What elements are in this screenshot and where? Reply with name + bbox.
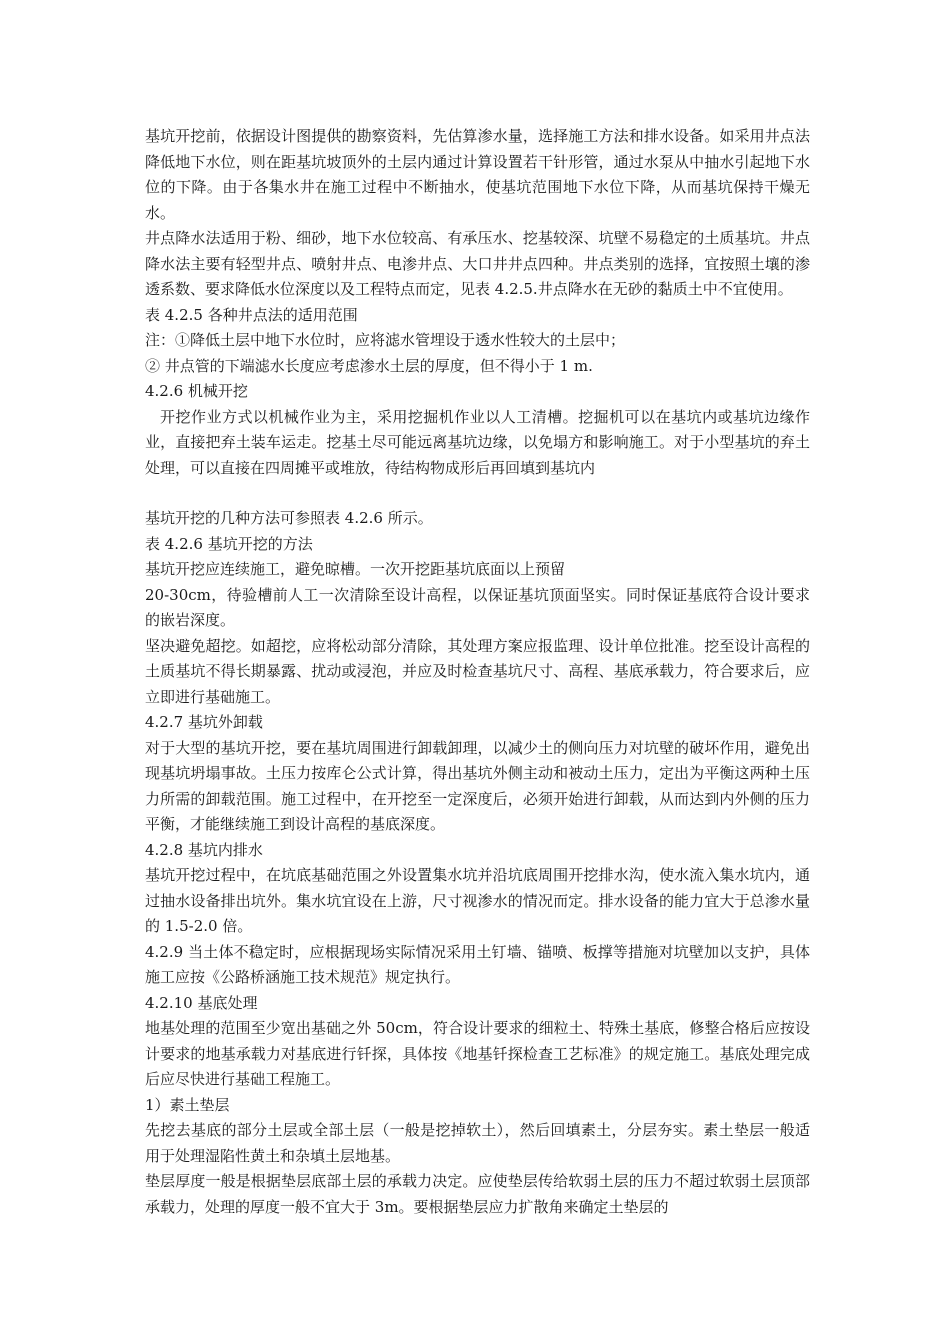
paragraph-excavation-methods-ref: 基坑开挖的几种方法可参照表 4.2.6 所示。	[145, 509, 433, 527]
paragraph-reserve-depth: 20-30cm，待验槽前人工一次清除至设计高程，以保证基坑顶面坚实。同时保证基底符合设计要求的嵌岩深度。	[145, 585, 810, 629]
document-body	[145, 124, 810, 1220]
paragraph-gap	[145, 481, 810, 506]
paragraph-plain-soil-method: 先挖去基底的部分土层或全部土层（一般是挖掉软土），然后回填素土，分层夯实。素土垫层一般适用于处理湿陷性黄土和杂填土层地基。	[145, 1121, 810, 1165]
note-line-2: ② 井点管的下端滤水长度应考虑渗水土层的厚度，但不得小于 1 m.	[145, 356, 593, 375]
section-heading-4-2-6: 4.2.6 机械开挖	[145, 382, 248, 400]
section-heading-4-2-10: 4.2.10 基底处理	[145, 993, 258, 1012]
paragraph-excavation-intro: 基坑开挖前，依据设计图提供的勘察资料，先估算渗水量，选择施工方法和排水设备。如采用井点法降低地下水位，则在距基坑坡顶外的土层内通过计算设置若干针形管，通过水泵从中抽水引起地下水位的下降。由于各集水井在施工过程中不断抽水，使基坑范围地下水位下降，从而基坑保持干燥无水。	[145, 127, 810, 222]
paragraph-mechanical-excavation: 开挖作业方式以机械作业为主，采用挖掘机作业以人工清槽。挖掘机可以在基坑内或基坑边缘作业，直接把弃土装车运走。挖基土尽可能远离基坑边缘，以免塌方和影响施工。对于小型基坑的弃土处理，可以直接在四周摊平或堆放，待结构物成形后再回填到基坑内	[145, 407, 810, 477]
note-line-1: 注：①降低土层中地下水位时，应将滤水管埋设于透水性较大的土层中；	[145, 331, 626, 349]
paragraph-avoid-overexcavation: 坚决避免超挖。如超挖，应将松动部分清除，其处理方案应报监理、设计单位批准。挖至设计高程的土质基坑不得长期暴露、扰动或浸泡，并应及时检查基坑尺寸、高程、基底承载力，符合要求后，应立即进行基础施工。	[145, 636, 810, 706]
table-caption-4-2-5: 表 4.2.5 各种井点法的适用范围	[145, 305, 358, 324]
paragraph-continuous-construction: 基坑开挖应连续施工，避免晾槽。一次开挖距基坑底面以上预留	[145, 560, 566, 578]
paragraph-cushion-thickness: 垫层厚度一般是根据垫层底部土层的承载力决定。应使垫层传给软弱土层的压力不超过软弱土层顶部承载力，处理的厚度一般不宜大于 3m。要根据垫层应力扩散角来确定土垫层的	[145, 1172, 810, 1216]
paragraph-foundation-treatment: 地基处理的范围至少宽出基础之外 50cm，符合设计要求的细粒土、特殊土基底，修整合格后应按设计要求的地基承载力对基底进行钎探，具体按《地基钎探检查工艺标准》的规定施工。基底处理完成后应尽快进行基础工程施工。	[145, 1019, 810, 1088]
paragraph-support-4-2-9: 4.2.9 当土体不稳定时，应根据现场实际情况采用土钉墙、锚喷、板撑等措施对坑壁加以支护，具体施工应按《公路桥涵施工技术规范》规定执行。	[145, 942, 810, 986]
subheading-plain-soil-cushion: 1）素土垫层	[145, 1095, 230, 1114]
paragraph-drainage: 基坑开挖过程中，在坑底基础范围之外设置集水坑并沿坑底周围开挖排水沟，使水流入集水坑内，通过抽水设备排出坑外。集水坑宜设在上游，尺寸视渗水的情况而定。排水设备的能力宜大于总渗水量的 1.5-2.0 倍。	[145, 866, 810, 935]
paragraph-unloading: 对于大型的基坑开挖，要在基坑周围进行卸载卸理，以减少土的侧向压力对坑壁的破坏作用，避免出现基坑坍塌事故。土压力按库仑公式计算，得出基坑外侧主动和被动土压力，定出为平衡这两种土压力所需的卸载范围。施工过程中，在开挖至一定深度后，必须开始进行卸载，从而达到内外侧的压力平衡，才能继续施工到设计高程的基底深度。	[145, 738, 810, 833]
section-heading-4-2-8: 4.2.8 基坑内排水	[145, 840, 263, 859]
section-heading-4-2-7: 4.2.7 基坑外卸载	[145, 713, 263, 731]
table-caption-4-2-6: 表 4.2.6 基坑开挖的方法	[145, 534, 313, 553]
paragraph-wellpoint-method: 井点降水法适用于粉、细砂，地下水位较高、有承压水、挖基较深、坑壁不易稳定的土质基坑。井点降水法主要有轻型井点、喷射井点、电渗井点、大口井井点四种。井点类别的选择，宜按照土壤的渗透系数、要求降低水位深度以及工程特点而定，见表 4.2.5.井点降水在无砂的黏质土中不宜使用。	[145, 229, 810, 298]
